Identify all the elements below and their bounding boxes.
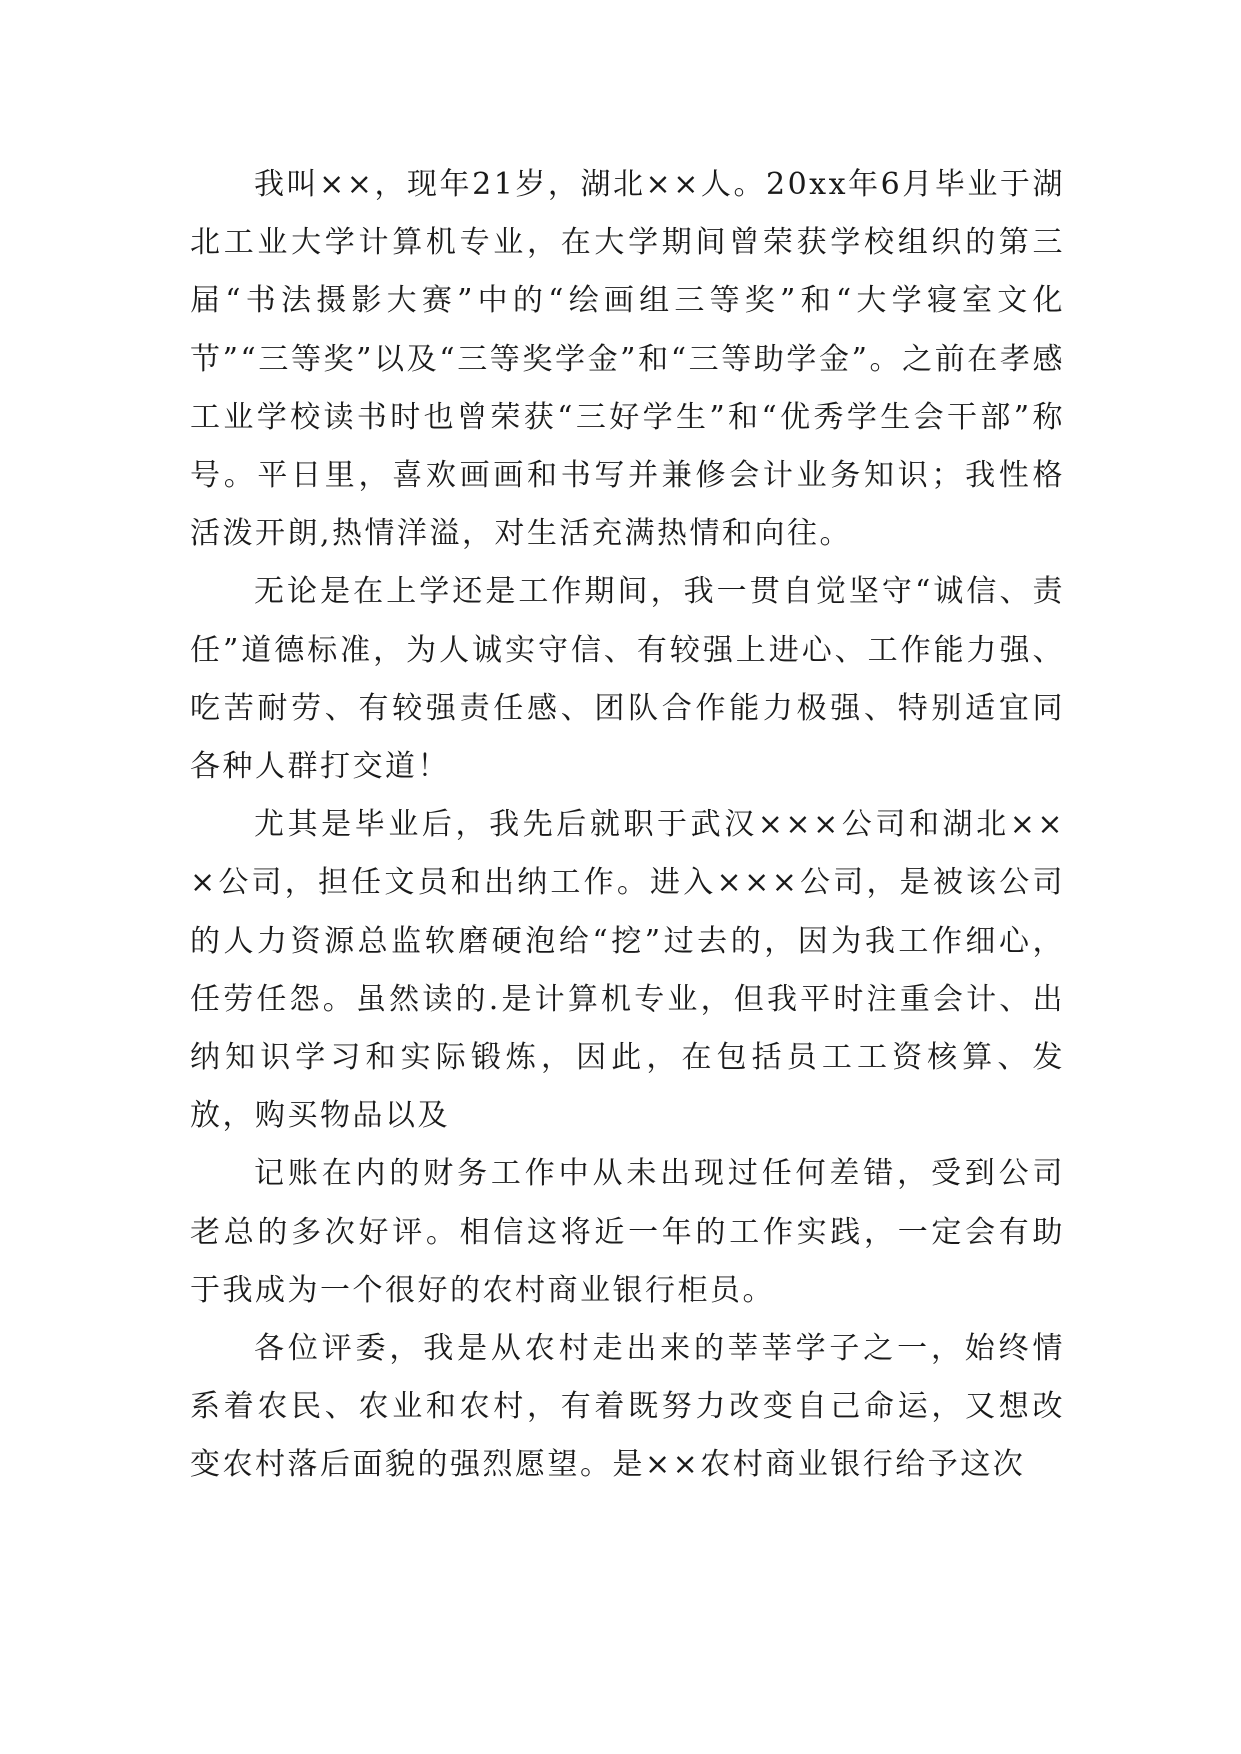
paragraph-rural-aspiration: 各位评委，我是从农村走出来的莘莘学子之一，始终情系着农民、农业和农村，有着既努力改变自己命运，又想改变农村落后面貌的强烈愿望。是××农村商业银行给予这次 — [190, 1331, 1065, 1483]
paragraph-personal-intro: 我叫××，现年21岁，湖北××人。20xx年6月毕业于湖北工业大学计算机专业，在大学期间曾荣获学校组织的第三届“书法摄影大赛”中的“绘画组三等奖”和“大学寝室文化节”“三等奖”以及“三等奖学金”和“三等助学金”。之前在孝感工业学校读书时也曾荣获“三好学生”和“优秀学生会干部”称号。平日里，喜欢画画和书写并兼修会计业务知识；我性格活泼开朗,热情洋溢，对生活充满热情和向往。 — [190, 167, 1065, 552]
document-body — [190, 156, 1065, 1495]
paragraph-work-praise: 记账在内的财务工作中从未出现过任何差错，受到公司老总的多次好评。相信这将近一年的工作实践，一定会有助于我成为一个很好的农村商业银行柜员。 — [190, 1156, 1065, 1308]
paragraph-character: 无论是在上学还是工作期间，我一贯自觉坚守“诚信、责任”道德标准，为人诚实守信、有较强上进心、工作能力强、吃苦耐劳、有较强责任感、团队合作能力极强、特别适宜同各种人群打交道！ — [190, 574, 1065, 785]
paragraph-work-experience: 尤其是毕业后，我先后就职于武汉×××公司和湖北×××公司，担任文员和出纳工作。进入×××公司，是被该公司的人力资源总监软磨硬泡给“挖”过去的，因为我工作细心，任劳任怨。虽然读的.是计算机专业，但我平时注重会计、出纳知识学习和实际锻炼，因此，在包括员工工资核算、发放，购买物品以及 — [190, 807, 1065, 1134]
